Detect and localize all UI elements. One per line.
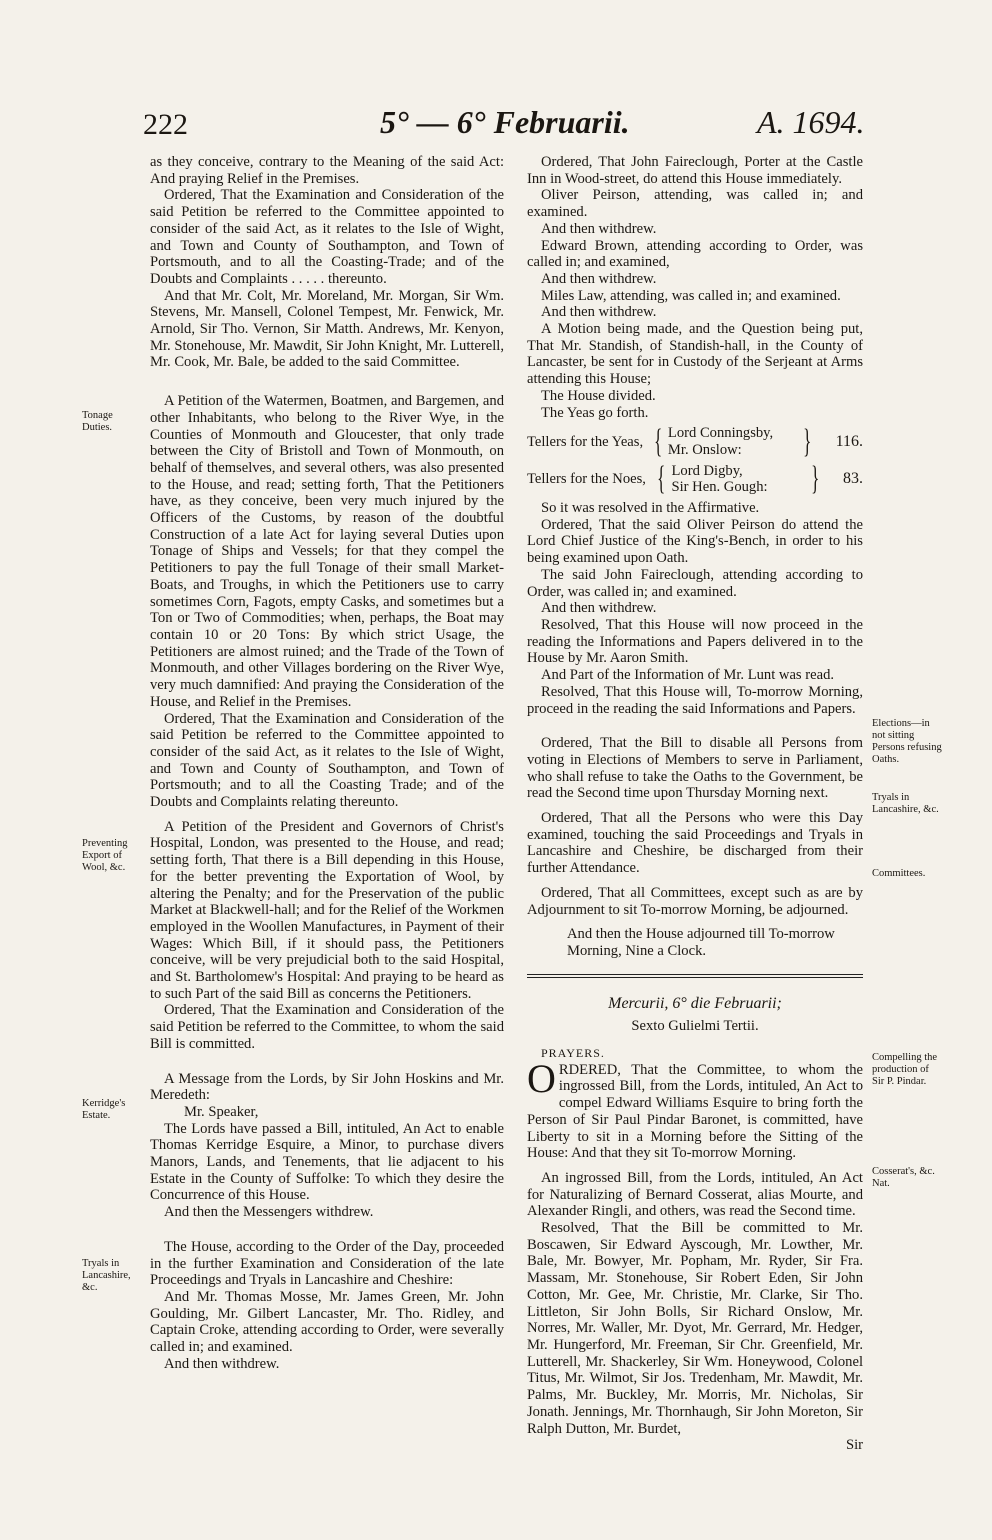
margin-note: Kerridge's Estate. (82, 1098, 126, 1121)
adjournment: And then the House adjourned till To-morrow Morning, Nine a Clock. (567, 926, 835, 959)
paragraph: Ordered, That the Examination and Consideration of the said Petition be referred to the Committee, to whom the said Bill is committed. (150, 1002, 504, 1052)
paragraph: Ordered, That John Faireclough, Porter at the Castle Inn in Wood-street, do attend this House immediately. (527, 154, 863, 187)
vote-count: 116. (835, 432, 863, 450)
paragraph: Ordered, That the Examination and Consideration of the said Petition be referred to the Committee appointed to consider of the said Act, as it relates to the Isle of Wight, and Town and County of Southampton, and Town of Portsmouth; and to all the Coasting Trade; and of the Doubts and Complaints relating thereunto. (150, 710, 504, 811)
drop-cap: O (527, 1055, 556, 1101)
paragraph: So it was resolved in the Affirmative. (541, 500, 760, 517)
paragraph: And then withdrew. (541, 304, 657, 321)
paragraph: The Yeas go forth. (541, 404, 649, 421)
vote-count: 83. (843, 470, 863, 487)
paragraph: Ordered, That the said Oliver Peirson do attend the Lord Chief Justice of the King's-Bench, in order to his being examined upon Oath. (527, 516, 863, 567)
margin-note: Cosserat's, &c. Nat. (872, 1166, 935, 1189)
paragraph: An ingrossed Bill, from the Lords, intituled, An Act for Naturalizing of Bernard Cosserat, alias Mourte, and Alexander Ringli, and others, was read the Second time. (527, 1169, 863, 1220)
catchword: Sir (845, 1437, 863, 1454)
paragraph: Edward Brown, attending according to Order, was called in; and examined, (527, 237, 863, 271)
tellers-label: Tellers for the Yeas, (527, 433, 644, 450)
teller-names (668, 425, 799, 458)
brace-icon: { (657, 460, 666, 498)
teller-name: Lord Conningsby, (667, 425, 774, 442)
margin-note: Tryals in Lancashire, &c. (872, 792, 939, 815)
paragraph: And Part of the Information of Mr. Lunt was read. (541, 667, 835, 684)
paragraph: Resolved, That this House will, To-morrow Morning, proceed in the reading the said Informations and Papers. (527, 683, 863, 717)
day-subheading: Sexto Gulielmi Tertii. (631, 1018, 759, 1035)
paragraph: Ordered, That the Examination and Consideration of the said Petition be referred to the Committee appointed to consider of the said Act, as it relates to the Isle of Wight, and Town and County of Southampton, and Town of Portsmouth, and to all the Coasting-Trade; and of the Doubts and Complaints . . . . . thereunto. (150, 187, 504, 287)
paragraph-text: RDERED, That the Committee, to whom the ingrossed Bill, from the Lords, intituled, An Act to compel Edward Williams Esquire to bring forth the Person of Sir Paul Pindar Baronet, is committed, have Liberty to sit in a Morning before the Sitting of the House: And that they sit To-morrow Morning. (527, 1061, 863, 1162)
page-date: 5° — 6° Februarii. (380, 104, 630, 140)
right-column (527, 154, 863, 1454)
paragraph: Mr. Speaker, (184, 1103, 259, 1120)
teller-names (672, 463, 807, 496)
paragraph: Resolved, That the Bill be committed to Mr. Boscawen, Sir Edward Ayscough, Mr. Lowther, Mr. Bale, Mr. Bowyer, Mr. Popham, Mr. Ryder, Sir Fra. Massam, Mr. Stonehouse, Sir Robert Eden, Sir John Cotton, Mr. Gee, Mr. Christie, Mr. Clarke, Sir Tho. Littleton, Sir John Bolls, Sir Richard Onslow, Mr. Norres, Mr. Waller, Mr. Dyot, Mr. Gerrard, Mr. Hedger, Mr. Hungerford, Mr. Freeman, Sir Chr. Greenfield, Mr. Lutterell, Mr. Shackerley, Sir Wm. Honeywood, Colonel Titus, Mr. Wilmot, Sir Jos. Tredenham, Mr. Mawdit, Mr. Palms, Mr. Buckley, Mr. Morris, Mr. Nicholas, Sir Jonath. Jennings, Mr. Thornhaugh, Sir John Moreton, Sir Ralph Dutton, Mr. Burdet, (527, 1220, 863, 1437)
teller-name: Lord Digby, (671, 462, 743, 479)
paragraph (527, 1055, 863, 1162)
margin-note: Compelling the production of Sir P. Pindar. (872, 1052, 938, 1087)
paragraph: Miles Law, attending, was called in; and examined. (541, 287, 841, 304)
page-number: 222 (143, 108, 188, 141)
section-divider (527, 974, 863, 978)
brace-icon: } (810, 460, 819, 498)
paragraph: A Petition of the Watermen, Boatmen, and Bargemen, and other Inhabitants, who belong to the River Wye, in the Counties of Monmouth and Gloucester, that only trade between the City of Bristoll and Town of Monmouth, on behalf of themselves, and several others, was also presented to the House, and read; setting forth, That the Petitioners have, as they conceive, been very much injured by the Officers of the Customs, by reason of the doubtful Construction of a late Act for laying several Duties upon Tonage of Ships and Vessels; for that they compel the Petitioners to pay the full Tonage of their small Market-Boats, and Troughs, in which the Petitioners use to carry sometimes Corn, Fagots, empty Casks, and sometimes but a Ton or Two of Commodities; when, perhaps, the Boat may contain 10 or 20 Tons: By which strict Usage, the Petitioners are almost ruined; and the Trade of the Town of Monmouth, and other Villages bordering on the River Wye, very much damnified: And praying the Consideration of the House, and Relief in the Premises. (150, 393, 504, 710)
tellers-noes (527, 460, 863, 498)
paragraph: And then withdrew. (164, 1355, 280, 1372)
page-year: A. 1694. (757, 104, 865, 140)
left-column (150, 154, 504, 1373)
paragraph: The House divided. (541, 387, 656, 404)
tellers-label: Tellers for the Noes, (527, 471, 646, 487)
paragraph: Resolved, That this House will now proceed in the reading the Informations and Papers delivered in to the House by Mr. Aaron Smith. (527, 616, 863, 667)
paragraph: And Mr. Thomas Mosse, Mr. James Green, Mr. John Goulding, Mr. Gilbert Lancaster, Mr. Tho. Ridley, and Captain Croke, attending according to Order, were severally called in; and examined. (150, 1289, 504, 1356)
paragraph: as they conceive, contrary to the Meaning of the said Act: And praying Relief in the Premises. (150, 154, 504, 187)
paragraph: And that Mr. Colt, Mr. Moreland, Mr. Morgan, Sir Wm. Stevens, Mr. Mansell, Colonel Tempest, Mr. Fenwick, Mr. Arnold, Sir Tho. Vernon, Sir Matth. Andrews, Mr. Kenyon, Mr. Stonehouse, Mr. Mawdit, Sir John Knight, Mr. Lutterell, Mr. Cook, Mr. Bale, be added to the said Committee. (150, 287, 504, 371)
paragraph: A Motion being made, and the Question being put, That Mr. Standish, of Standish-hall, in the County of Lancaster, be sent for in Custody of the Serjeant at Arms attending this House; (527, 321, 863, 388)
margin-note: Tonage Duties. (82, 410, 113, 433)
paragraph: And then withdrew. (541, 220, 657, 237)
tellers-yeas (527, 422, 863, 460)
paragraph: The Lords have passed a Bill, intituled, An Act to enable Thomas Kerridge Esquire, a Minor, to purchase divers Manors, Lands, and Tenements, that lie adjacent to his Estate in the County of Suffolke: To which they desire the Concurrence of this House. (150, 1120, 504, 1204)
teller-name: Mr. Onslow: (667, 441, 742, 458)
paragraph: Ordered, That the Bill to disable all Persons from voting in Elections of Members to serve in Parliament, who shall refuse to take the Oaths to the Government, be read the Second time upon Thursday Morning next. (527, 735, 863, 802)
day-heading: Mercurii, 6° die Februarii; (608, 994, 782, 1012)
margin-note: Tryals in Lancashire, &c. (82, 1258, 131, 1293)
paragraph: A Petition of the President and Governors of Christ's Hospital, London, was presented to the House, and read; setting forth, That there is a Bill depending in this House, for the better preventing the Exportation of Wool, by altering the Penalty; and for the Preservation of the public Market at Blackwell-hall; and for the Relief of the Workmen employed in the Woollen Manufactures, in Payment of their Wages: Which Bill, if it should pass, the Petitioners conceive, will be very prejudicial both to the said Hospital, and St. Bartholomew's Hospital: And praying to be heard as to such Part of the said Bill as concerns the Petitioners. (150, 818, 504, 1002)
margin-note: Preventing Export of Wool, &c. (82, 838, 128, 873)
paragraph: Ordered, That all Committees, except such as are by Adjournment to sit To-morrow Morning, be adjourned. (527, 884, 863, 918)
paragraph: The said John Faireclough, attending according to Order, was called in; and examined. (527, 566, 863, 600)
paragraph: And then withdrew. (541, 270, 657, 287)
prayers-label: PRAYERS. (541, 1046, 605, 1061)
page-header (0, 104, 992, 152)
brace-icon: { (653, 422, 662, 460)
paragraph: The House, according to the Order of the Day, proceeded in the further Examination and Consideration of the late Proceedings and Tryals in Lancashire and Cheshire: (150, 1238, 504, 1289)
margin-note: Elections—in not sitting Persons refusing Oaths. (872, 718, 942, 765)
paragraph: Oliver Peirson, attending, was called in; and examined. (527, 187, 863, 221)
paragraph: And then withdrew. (541, 600, 657, 617)
paragraph: Ordered, That all the Persons who were this Day examined, touching the said Proceedings and Tryals in Lancashire and Cheshire, be discharged from their further Attendance. (527, 810, 863, 877)
teller-name: Sir Hen. Gough: (671, 479, 768, 496)
paragraph: A Message from the Lords, by Sir John Hoskins and Mr. Meredeth: (150, 1070, 504, 1104)
brace-icon: } (803, 422, 812, 460)
paragraph: And then the Messengers withdrew. (164, 1204, 374, 1221)
margin-note: Committees. (872, 868, 926, 879)
